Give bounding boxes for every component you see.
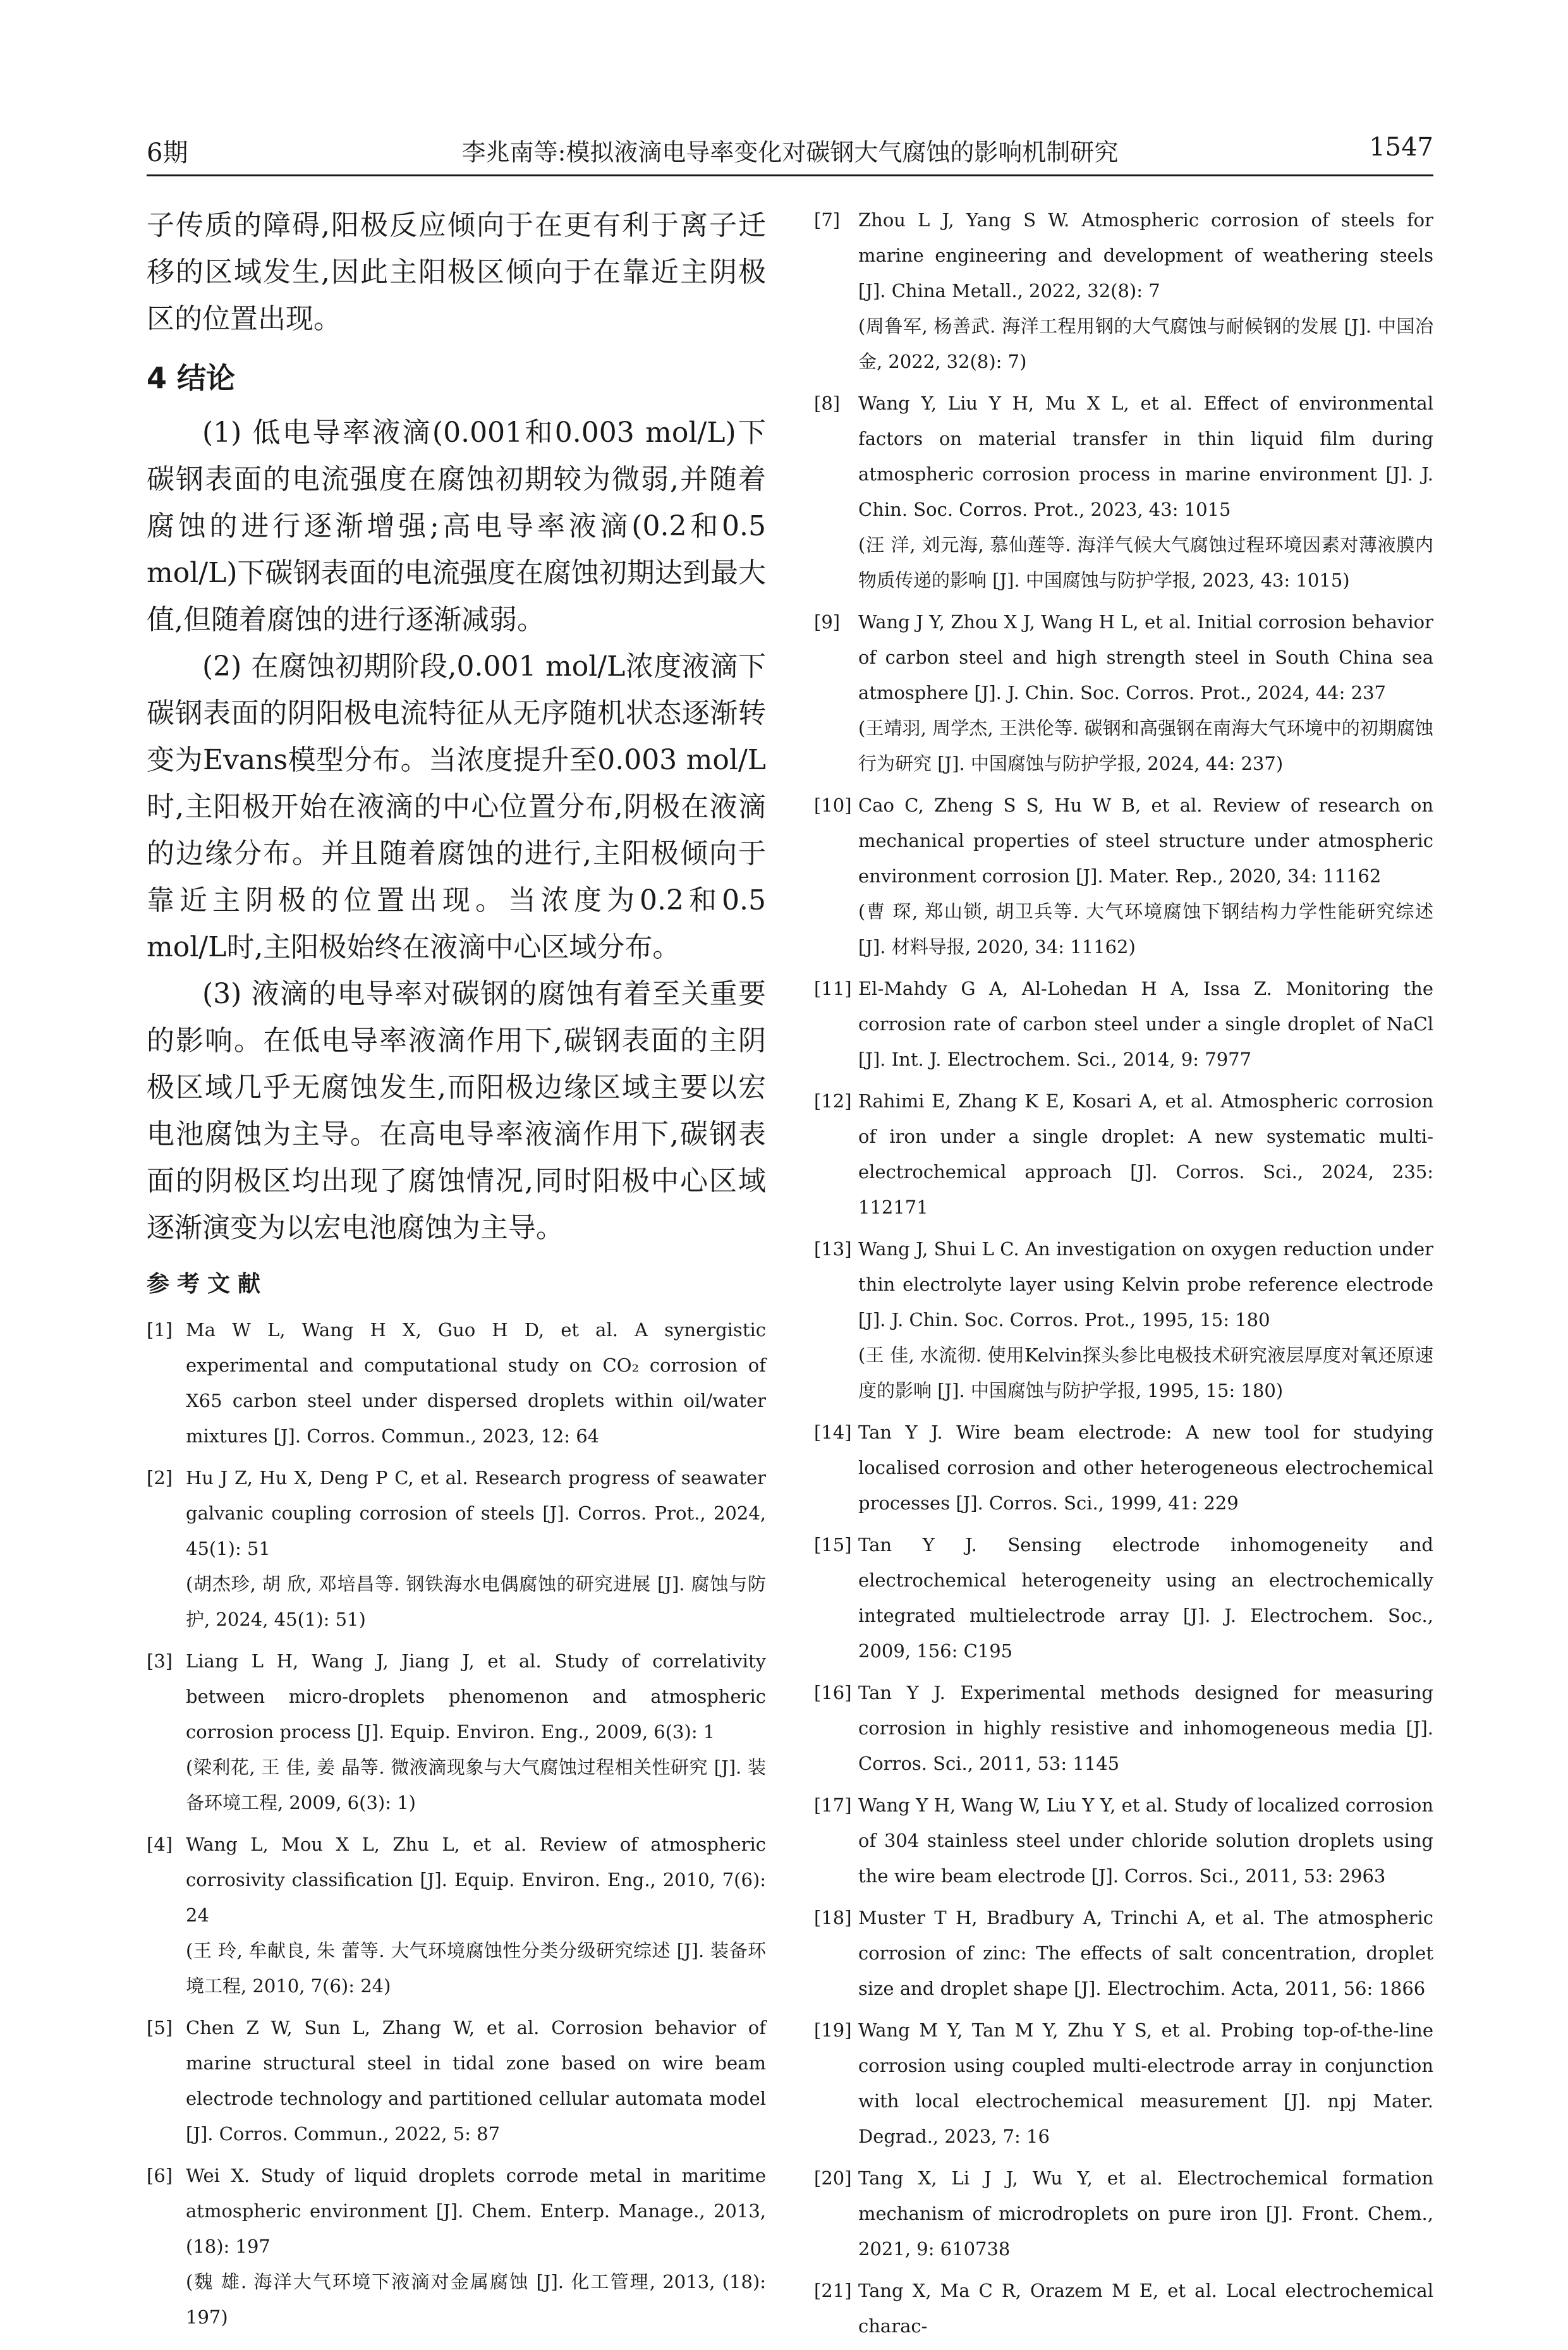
- reference-item: [147, 1312, 766, 1454]
- conclusion-paragraph-2: (2) 在腐蚀初期阶段,0.001 mol/L浓度液滴下碳钢表面的阴阳极电流特征从无序随机状态逐渐转变为Evans模型分布。当浓度提升至0.003 mol/L时,主阳极开始在液滴的中心位置分布,阴极在液滴的边缘分布。并且随着腐蚀的进行,主阳极倾向于靠近主阴极的位置出现。当浓度为0.2和0.5 mol/L时,主阳极始终在液滴中心区域分布。: [147, 650, 766, 963]
- reference-item: [147, 2010, 766, 2152]
- reference-number: [1]: [147, 1319, 173, 1341]
- reference-translation: (曹 琛, 郑山锁, 胡卫兵等. 大气环境腐蚀下钢结构力学性能研究综述 [J]. 材料导报, 2020, 34: 11162): [858, 901, 1433, 958]
- reference-number: [8]: [814, 393, 841, 414]
- running-title: 李兆南等:模拟液滴电导率变化对碳钢大气腐蚀的影响机制研究: [461, 138, 1119, 166]
- reference-item: [814, 971, 1433, 1077]
- reference-text: Tan Y J. Wire beam electrode: A new tool for studying localised corrosion and other heterogeneous electrochemical processes [J]. Corros. Sci., 1999, 41: 229: [858, 1422, 1433, 1514]
- references-title: 参考文献: [147, 1271, 269, 1297]
- references-list-right: [814, 202, 1433, 2344]
- left-column: [147, 202, 766, 2341]
- reference-text: Ma W L, Wang H X, Guo H D, et al. A synergistic experimental and computational study on CO₂ corrosion of X65 carbon steel under dispersed droplets within oil/water mixtures [J]. Corros. Commun., 2023, 12: 64: [186, 1319, 766, 1447]
- reference-number: [9]: [814, 611, 841, 633]
- reference-item: [814, 1083, 1433, 1225]
- reference-text: Wang J Y, Zhou X J, Wang H L, et al. Initial corrosion behavior of carbon steel and high strength steel in South China sea atmosphere [J]. J. Chin. Soc. Corros. Prot., 2024, 44: 237: [858, 611, 1433, 703]
- reference-number: [17]: [814, 1794, 852, 1816]
- header-rule: [147, 174, 1433, 176]
- continuation-paragraph: 子传质的障碍,阳极反应倾向于在更有利于离子迁移的区域发生,因此主阳极区倾向于在靠近主阴极区的位置出现。: [147, 209, 766, 335]
- reference-number: [4]: [147, 1834, 173, 1855]
- reference-number: [19]: [814, 2019, 852, 2041]
- reference-number: [2]: [147, 1467, 173, 1489]
- reference-item: [814, 1900, 1433, 2006]
- reference-number: [15]: [814, 1534, 852, 1556]
- conclusion-paragraph-1: (1) 低电导率液滴(0.001和0.003 mol/L)下碳钢表面的电流强度在腐蚀初期较为微弱,并随着腐蚀的进行逐渐增强;高电导率液滴(0.2和0.5 mol/L)下碳钢表面的电流强度在腐蚀初期达到最大值,但随着腐蚀的进行逐渐减弱。: [147, 417, 766, 636]
- reference-translation: (王 玲, 牟献良, 朱 蕾等. 大气环境腐蚀性分类分级研究综述 [J]. 装备环境工程, 2010, 7(6): 24): [186, 1940, 766, 1997]
- reference-text: Zhou L J, Yang S W. Atmospheric corrosion of steels for marine engineering and development of weathering steels [J]. China Metall., 2022, 32(8): 7: [858, 209, 1433, 301]
- reference-text: Wang Y, Liu Y H, Mu X L, et al. Effect of environmental factors on material transfer in thin liquid film during atmospheric corrosion process in marine environment [J]. J. Chin. Soc. Corros. Prot., 2023, 43: 1015: [858, 393, 1433, 520]
- reference-translation: (魏 雄. 海洋大气环境下液滴对金属腐蚀 [J]. 化工管理, 2013, (18): 197): [186, 2271, 766, 2328]
- reference-number: [14]: [814, 1422, 852, 1443]
- reference-item: [814, 1415, 1433, 1521]
- reference-translation: (王靖羽, 周学杰, 王洪伦等. 碳钢和高强钢在南海大气环境中的初期腐蚀行为研究 [J]. 中国腐蚀与防护学报, 2024, 44: 237): [858, 717, 1433, 774]
- reference-text: Wang Y H, Wang W, Liu Y Y, et al. Study of localized corrosion of 304 stainless steel under chloride solution droplets using the wire beam electrode [J]. Corros. Sci., 2011, 53: 2963: [858, 1794, 1433, 1887]
- reference-number: [5]: [147, 2017, 173, 2038]
- reference-number: [7]: [814, 209, 841, 231]
- reference-item: [147, 1460, 766, 1637]
- reference-text: Rahimi E, Zhang K E, Kosari A, et al. Atmospheric corrosion of iron under a single droplet: A new systematic multi-electrochemical approach [J]. Corros. Sci., 2024, 235: 112171: [858, 1090, 1433, 1218]
- reference-number: [3]: [147, 1650, 173, 1672]
- reference-number: [11]: [814, 978, 852, 999]
- reference-translation: (汪 洋, 刘元海, 慕仙莲等. 海洋气候大气腐蚀过程环境因素对薄液膜内物质传递的影响 [J]. 中国腐蚀与防护学报, 2023, 43: 1015): [858, 534, 1433, 591]
- reference-item: [814, 788, 1433, 965]
- reference-item: [814, 604, 1433, 781]
- reference-text: Hu J Z, Hu X, Deng P C, et al. Research progress of seawater galvanic coupling corrosion of steels [J]. Corros. Prot., 2024, 45(1): 51: [186, 1467, 766, 1559]
- reference-item: [814, 1527, 1433, 1669]
- running-header: [147, 126, 1433, 171]
- references-list-left: [147, 1312, 766, 2335]
- reference-text: Chen Z W, Sun L, Zhang W, et al. Corrosion behavior of marine structural steel in tidal zone based on wire beam electrode technology and partitioned cellular automata model [J]. Corros. Commun., 2022, 5: 87: [186, 2017, 766, 2145]
- reference-number: [16]: [814, 1682, 852, 1703]
- reference-item: [814, 386, 1433, 598]
- reference-text: Tan Y J. Sensing electrode inhomogeneity and electrochemical heterogeneity using an electrochemically integrated multielectrode array [J]. J. Electrochem. Soc., 2009, 156: C195: [858, 1534, 1433, 1662]
- reference-number: [6]: [147, 2165, 173, 2186]
- reference-translation: (梁利花, 王 佳, 姜 晶等. 微液滴现象与大气腐蚀过程相关性研究 [J]. 装备环境工程, 2009, 6(3): 1): [186, 1756, 766, 1813]
- reference-translation: (王 佳, 水流彻. 使用Kelvin探头参比电极技术研究液层厚度对氧还原速度的影响 [J]. 中国腐蚀与防护学报, 1995, 15: 180): [858, 1344, 1433, 1401]
- issue-label: 6期: [147, 138, 188, 167]
- reference-number: [21]: [814, 2280, 852, 2301]
- reference-text: El-Mahdy G A, Al-Lohedan H A, Issa Z. Monitoring the corrosion rate of carbon steel under a single droplet of NaCl [J]. Int. J. Electrochem. Sci., 2014, 9: 7977: [858, 978, 1433, 1070]
- reference-text: Wang J, Shui L C. An investigation on oxygen reduction under thin electrolyte layer using Kelvin probe reference electrode [J]. J. Chin. Soc. Corros. Prot., 1995, 15: 180: [858, 1238, 1433, 1330]
- reference-number: [12]: [814, 1090, 852, 1112]
- reference-text: Liang L H, Wang J, Jiang J, et al. Study of correlativity between micro-droplets phenomenon and atmospheric corrosion process [J]. Equip. Environ. Eng., 2009, 6(3): 1: [186, 1650, 766, 1743]
- page-number: 1547: [1369, 133, 1433, 162]
- reference-text: Tang X, Ma C R, Orazem M E, et al. Local electrochemical charac-: [858, 2280, 1433, 2337]
- reference-item: [147, 1827, 766, 2004]
- reference-number: [10]: [814, 794, 852, 816]
- reference-text: Tang X, Li J J, Wu Y, et al. Electrochemical formation mechanism of microdroplets on pure iron [J]. Front. Chem., 2021, 9: 610738: [858, 2167, 1433, 2260]
- section-title-conclusion: 4 结论: [147, 361, 236, 395]
- reference-text: Tan Y J. Experimental methods designed for measuring corrosion in highly resistive and inhomogeneous media [J]. Corros. Sci., 2011, 53: 1145: [858, 1682, 1433, 1774]
- reference-text: Wei X. Study of liquid droplets corrode metal in maritime atmospheric environment [J]. Chem. Enterp. Manage., 2013, (18): 197: [186, 2165, 766, 2257]
- reference-item: [147, 1643, 766, 1820]
- reference-item: [814, 1231, 1433, 1408]
- reference-number: [18]: [814, 1907, 852, 1928]
- reference-item: [814, 2012, 1433, 2154]
- reference-item: [814, 1675, 1433, 1781]
- conclusion-paragraph-3: (3) 液滴的电导率对碳钢的腐蚀有着至关重要的影响。在低电导率液滴作用下,碳钢表面的主阴极区域几乎无腐蚀发生,而阳极边缘区域主要以宏电池腐蚀为主导。在高电导率液滴作用下,碳钢表面的阴极区均出现了腐蚀情况,同时阳极中心区域逐渐演变为以宏电池腐蚀为主导。: [147, 978, 766, 1244]
- reference-text: Wang L, Mou X L, Zhu L, et al. Review of atmospheric corrosivity classification [J]. Equip. Environ. Eng., 2010, 7(6): 24: [186, 1834, 766, 1926]
- reference-translation: (周鲁军, 杨善武. 海洋工程用钢的大气腐蚀与耐候钢的发展 [J]. 中国冶金, 2022, 32(8): 7): [858, 315, 1433, 372]
- reference-item: [147, 2158, 766, 2335]
- reference-item: [814, 202, 1433, 379]
- reference-item: [814, 2273, 1433, 2344]
- reference-item: [814, 2160, 1433, 2267]
- reference-number: [20]: [814, 2167, 852, 2189]
- reference-number: [13]: [814, 1238, 852, 1260]
- right-column: [814, 202, 1433, 2350]
- reference-text: Muster T H, Bradbury A, Trinchi A, et al. The atmospheric corrosion of zinc: The effects of salt concentration, droplet size and droplet shape [J]. Electrochim. Acta, 2011, 56: 1866: [858, 1907, 1433, 1999]
- reference-item: [814, 1787, 1433, 1894]
- reference-text: Wang M Y, Tan M Y, Zhu Y S, et al. Probing top-of-the-line corrosion using coupled multi-electrode array in conjunction with local electrochemical measurement [J]. npj Mater. Degrad., 2023, 7: 16: [858, 2019, 1433, 2147]
- reference-text: Cao C, Zheng S S, Hu W B, et al. Review of research on mechanical properties of steel structure under atmospheric environment corrosion [J]. Mater. Rep., 2020, 34: 11162: [858, 794, 1433, 887]
- reference-translation: (胡杰珍, 胡 欣, 邓培昌等. 钢铁海水电偶腐蚀的研究进展 [J]. 腐蚀与防护, 2024, 45(1): 51): [186, 1573, 766, 1630]
